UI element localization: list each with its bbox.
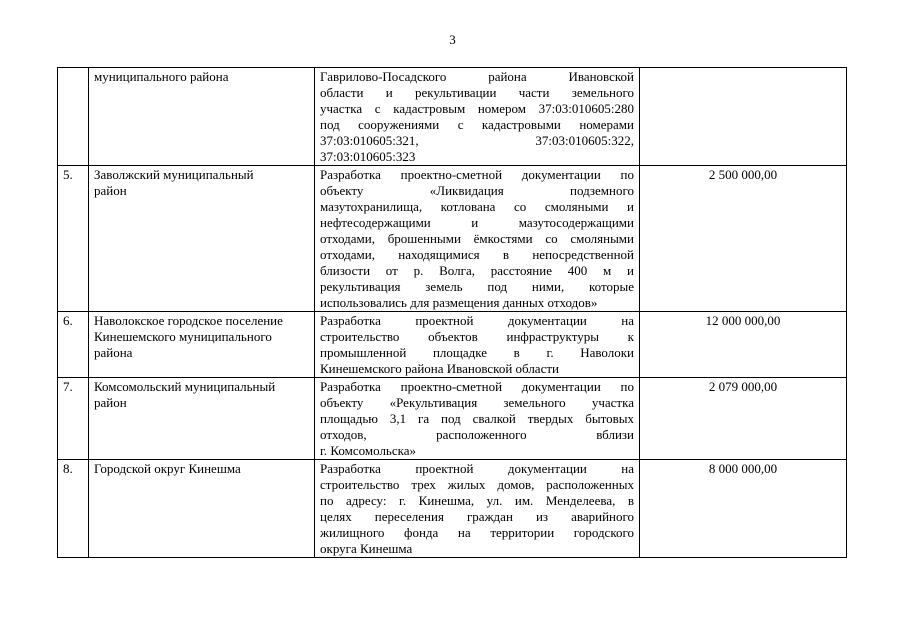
municipality-name-line: района — [94, 345, 133, 360]
project-description — [315, 68, 640, 166]
project-description-line: мазутохранилища, котлована со смоляными и — [320, 199, 634, 214]
project-description-line: объекту «Ликвидация подземного — [320, 183, 634, 198]
municipality-name-line: Заволжский муниципальный — [94, 167, 254, 182]
project-description-line: использовались для размещения данных отходов» — [320, 295, 598, 310]
municipality-name-line: муниципального района — [94, 69, 229, 84]
project-description-line: округа Кинешма — [320, 541, 413, 556]
project-description-line: по адресу: г. Кинешма, ул. им. Менделеева, в — [320, 493, 634, 508]
project-description — [315, 378, 640, 460]
project-description-line: участка с кадастровым номером 37:03:010605:280 — [320, 101, 634, 116]
table-row — [58, 68, 847, 166]
row-number: 7. — [58, 378, 89, 460]
project-description-line: объекту «Рекультивация земельного участка — [320, 395, 634, 410]
project-description-line: Гаврилово-Посадского района Ивановской — [320, 69, 634, 84]
funding-amount: 8 000 000,00 — [640, 460, 847, 558]
municipality-name-line: Наволокское городское поселение — [94, 313, 283, 328]
table-row — [58, 312, 847, 378]
project-description-line: отходов, расположенного вблизи — [320, 427, 634, 442]
project-description-line: области и рекультивации части земельного — [320, 85, 634, 100]
table-body — [58, 68, 847, 558]
funding-amount: 2 500 000,00 — [640, 166, 847, 312]
funding-amount: 12 000 000,00 — [640, 312, 847, 378]
project-description-line: Разработка проектной документации на — [320, 313, 634, 328]
municipality-name-line: Комсомольский муниципальный — [94, 379, 276, 394]
project-description-line: Разработка проектно-сметной документации по — [320, 167, 634, 182]
table-row — [58, 378, 847, 460]
row-number — [58, 68, 89, 166]
project-description — [315, 166, 640, 312]
project-description-line: строительство объектов инфраструктуры к — [320, 329, 634, 344]
municipality-name-line: Кинешемского муниципального — [94, 329, 272, 344]
project-description-line: 37:03:010605:323 — [320, 149, 416, 164]
allocation-table — [57, 67, 847, 558]
project-description-line: целях переселения граждан из аварийного — [320, 509, 634, 524]
row-number: 8. — [58, 460, 89, 558]
project-description-line: жилищного фонда на территории городского — [320, 525, 634, 540]
municipality-name-line: Городской округ Кинешма — [94, 461, 241, 476]
project-description-line: площадью 3,1 га под свалкой твердых бытовых — [320, 411, 634, 426]
project-description-line: Разработка проектно-сметной документации по — [320, 379, 634, 394]
page-number: 3 — [449, 32, 456, 47]
project-description-line: промышленной площадке в г. Наволоки — [320, 345, 634, 360]
project-description-line: 37:03:010605:321, 37:03:010605:322, — [320, 133, 634, 148]
project-description — [315, 312, 640, 378]
project-description-line: близости от р. Волга, расстояние 400 м и — [320, 263, 634, 278]
municipality-name — [89, 378, 315, 460]
project-description-line: под сооружениями с кадастровыми номерами — [320, 117, 634, 132]
project-description — [315, 460, 640, 558]
municipality-name-line: район — [94, 183, 127, 198]
row-number: 6. — [58, 312, 89, 378]
funding-amount — [640, 68, 847, 166]
row-number: 5. — [58, 166, 89, 312]
municipality-name — [89, 166, 315, 312]
municipality-name-line: район — [94, 395, 127, 410]
municipality-name — [89, 68, 315, 166]
project-description-line: Разработка проектной документации на — [320, 461, 634, 476]
project-description-line: Кинешемского района Ивановской области — [320, 361, 559, 376]
project-description-line: рекультивация земель под ними, которые — [320, 279, 634, 294]
table-row — [58, 460, 847, 558]
funding-amount: 2 079 000,00 — [640, 378, 847, 460]
project-description-line: строительство трех жилых домов, расположенных — [320, 477, 634, 492]
project-description-line: нефтесодержащими и мазутосодержащими — [320, 215, 634, 230]
municipality-name — [89, 312, 315, 378]
municipality-name — [89, 460, 315, 558]
project-description-line: г. Комсомольска» — [320, 443, 417, 458]
project-description-line: отходами, брошенными ёмкостями со смоляными — [320, 231, 634, 246]
project-description-line: отходами, находящимися в непосредственной — [320, 247, 634, 262]
table-row — [58, 166, 847, 312]
